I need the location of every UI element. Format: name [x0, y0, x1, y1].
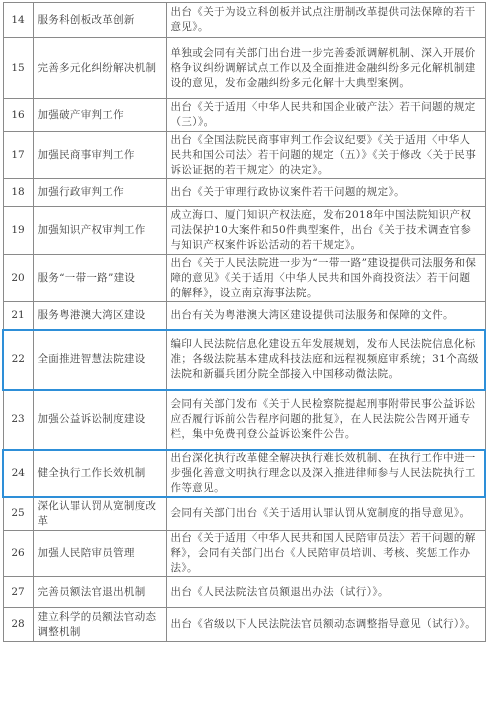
row-number: 18 [3, 179, 33, 207]
item-name: 加强公益诉讼制度建设 [33, 390, 166, 450]
item-description: 出台深化执行改革健全解决执行难长效机制、在执行工作中进一步强化善意文明执行理念以及深入推进律师参与人民法院执行工作等意见。 [166, 450, 485, 497]
item-name: 服务“一带一路”建设 [33, 255, 166, 302]
row-number: 26 [3, 531, 33, 577]
row-number: 23 [3, 390, 33, 450]
item-name: 加强人民陪审员管理 [33, 531, 166, 577]
row-number: 15 [3, 38, 33, 99]
table-row [3, 132, 485, 179]
table-body [3, 3, 485, 642]
table-row [3, 99, 485, 132]
table-row [3, 38, 485, 99]
row-number: 14 [3, 3, 33, 38]
item-description: 单独或会同有关部门出台进一步完善委派调解机制、深入开展价格争议纠纷调解试点工作以及全面推进金融纠纷多元化解机制建设的意见，发布金融纠纷多元化解十大典型案例。 [166, 38, 485, 99]
item-name: 服务科创板改革创新 [33, 3, 166, 38]
item-description: 编印人民法院信息化建设五年发展规划，发布人民法院信息化标准；各级法院基本建成科技法庭和远程视频庭审系统；31个高级法院和新疆兵团分院全部接入中国移动微法院。 [166, 330, 485, 390]
table-row [3, 577, 485, 608]
row-number: 21 [3, 302, 33, 330]
item-description: 出台有关为粤港澳大湾区建设提供司法服务和保障的文件。 [166, 302, 485, 330]
item-description: 成立海口、厦门知识产权法庭，发布2018年中国法院知识产权司法保护10大案件和50件典型案件，出台《关于技术调查官参与知识产权案件诉讼活动的若干规定》。 [166, 207, 485, 255]
table-row [3, 390, 485, 450]
item-name: 全面推进智慧法院建设 [33, 330, 166, 390]
table-row [3, 3, 485, 38]
row-number: 25 [3, 497, 33, 531]
row-number: 17 [3, 132, 33, 179]
reform-measures-table [2, 2, 486, 642]
item-name: 服务粤港澳大湾区建设 [33, 302, 166, 330]
row-number: 27 [3, 577, 33, 608]
table-row [3, 330, 485, 390]
row-number: 19 [3, 207, 33, 255]
row-number: 28 [3, 608, 33, 642]
item-name: 建立科学的员额法官动态调整机制 [33, 608, 166, 642]
item-name: 完善多元化纠纷解决机制 [33, 38, 166, 99]
item-name: 加强知识产权审判工作 [33, 207, 166, 255]
item-name: 加强民商事审判工作 [33, 132, 166, 179]
item-name: 加强破产审判工作 [33, 99, 166, 132]
item-description: 会同有关部门发布《关于人民检察院提起刑事附带民事公益诉讼应否履行诉前公告程序问题的批复》，在人民法院公告网开通专栏，集中免费刊登公益诉讼案件公告。 [166, 390, 485, 450]
table-row [3, 497, 485, 531]
item-description: 出台《人民法院法官员额退出办法（试行）》。 [166, 577, 485, 608]
row-number: 24 [3, 450, 33, 497]
table-row [3, 608, 485, 642]
item-description: 出台《省级以下人民法院法官员额动态调整指导意见（试行）》。 [166, 608, 485, 642]
row-number: 16 [3, 99, 33, 132]
table-row [3, 207, 485, 255]
item-name: 完善员额法官退出机制 [33, 577, 166, 608]
item-description: 出台《关于适用〈中华人民共和国人民陪审员法〉若干问题的解释》，会同有关部门出台《人民陪审员培训、考核、奖惩工作办法》。 [166, 531, 485, 577]
table-row [3, 255, 485, 302]
item-description: 会同有关部门出台《关于适用认罪认罚从宽制度的指导意见》。 [166, 497, 485, 531]
table-row [3, 450, 485, 497]
item-description: 出台《关于为设立科创板并试点注册制改革提供司法保障的若干意见》。 [166, 3, 485, 38]
table-row [3, 179, 485, 207]
table-row [3, 302, 485, 330]
row-number: 22 [3, 330, 33, 390]
item-name: 加强行政审判工作 [33, 179, 166, 207]
item-description: 出台《全国法院民商事审判工作会议纪要》《关于适用〈中华人民共和国公司法〉若干问题的规定（五）》《关于修改〈关于民事诉讼证据的若干规定〉的决定》。 [166, 132, 485, 179]
item-name: 深化认罪认罚从宽制度改革 [33, 497, 166, 531]
item-description: 出台《关于审理行政协议案件若干问题的规定》。 [166, 179, 485, 207]
item-description: 出台《关于人民法院进一步为“一带一路”建设提供司法服务和保障的意见》《关于适用〈中华人民共和国外商投资法〉若干问题的解释》，设立南京海事法院。 [166, 255, 485, 302]
item-description: 出台《关于适用〈中华人民共和国企业破产法〉若干问题的规定（三）》。 [166, 99, 485, 132]
item-name: 健全执行工作长效机制 [33, 450, 166, 497]
row-number: 20 [3, 255, 33, 302]
table-row [3, 531, 485, 577]
